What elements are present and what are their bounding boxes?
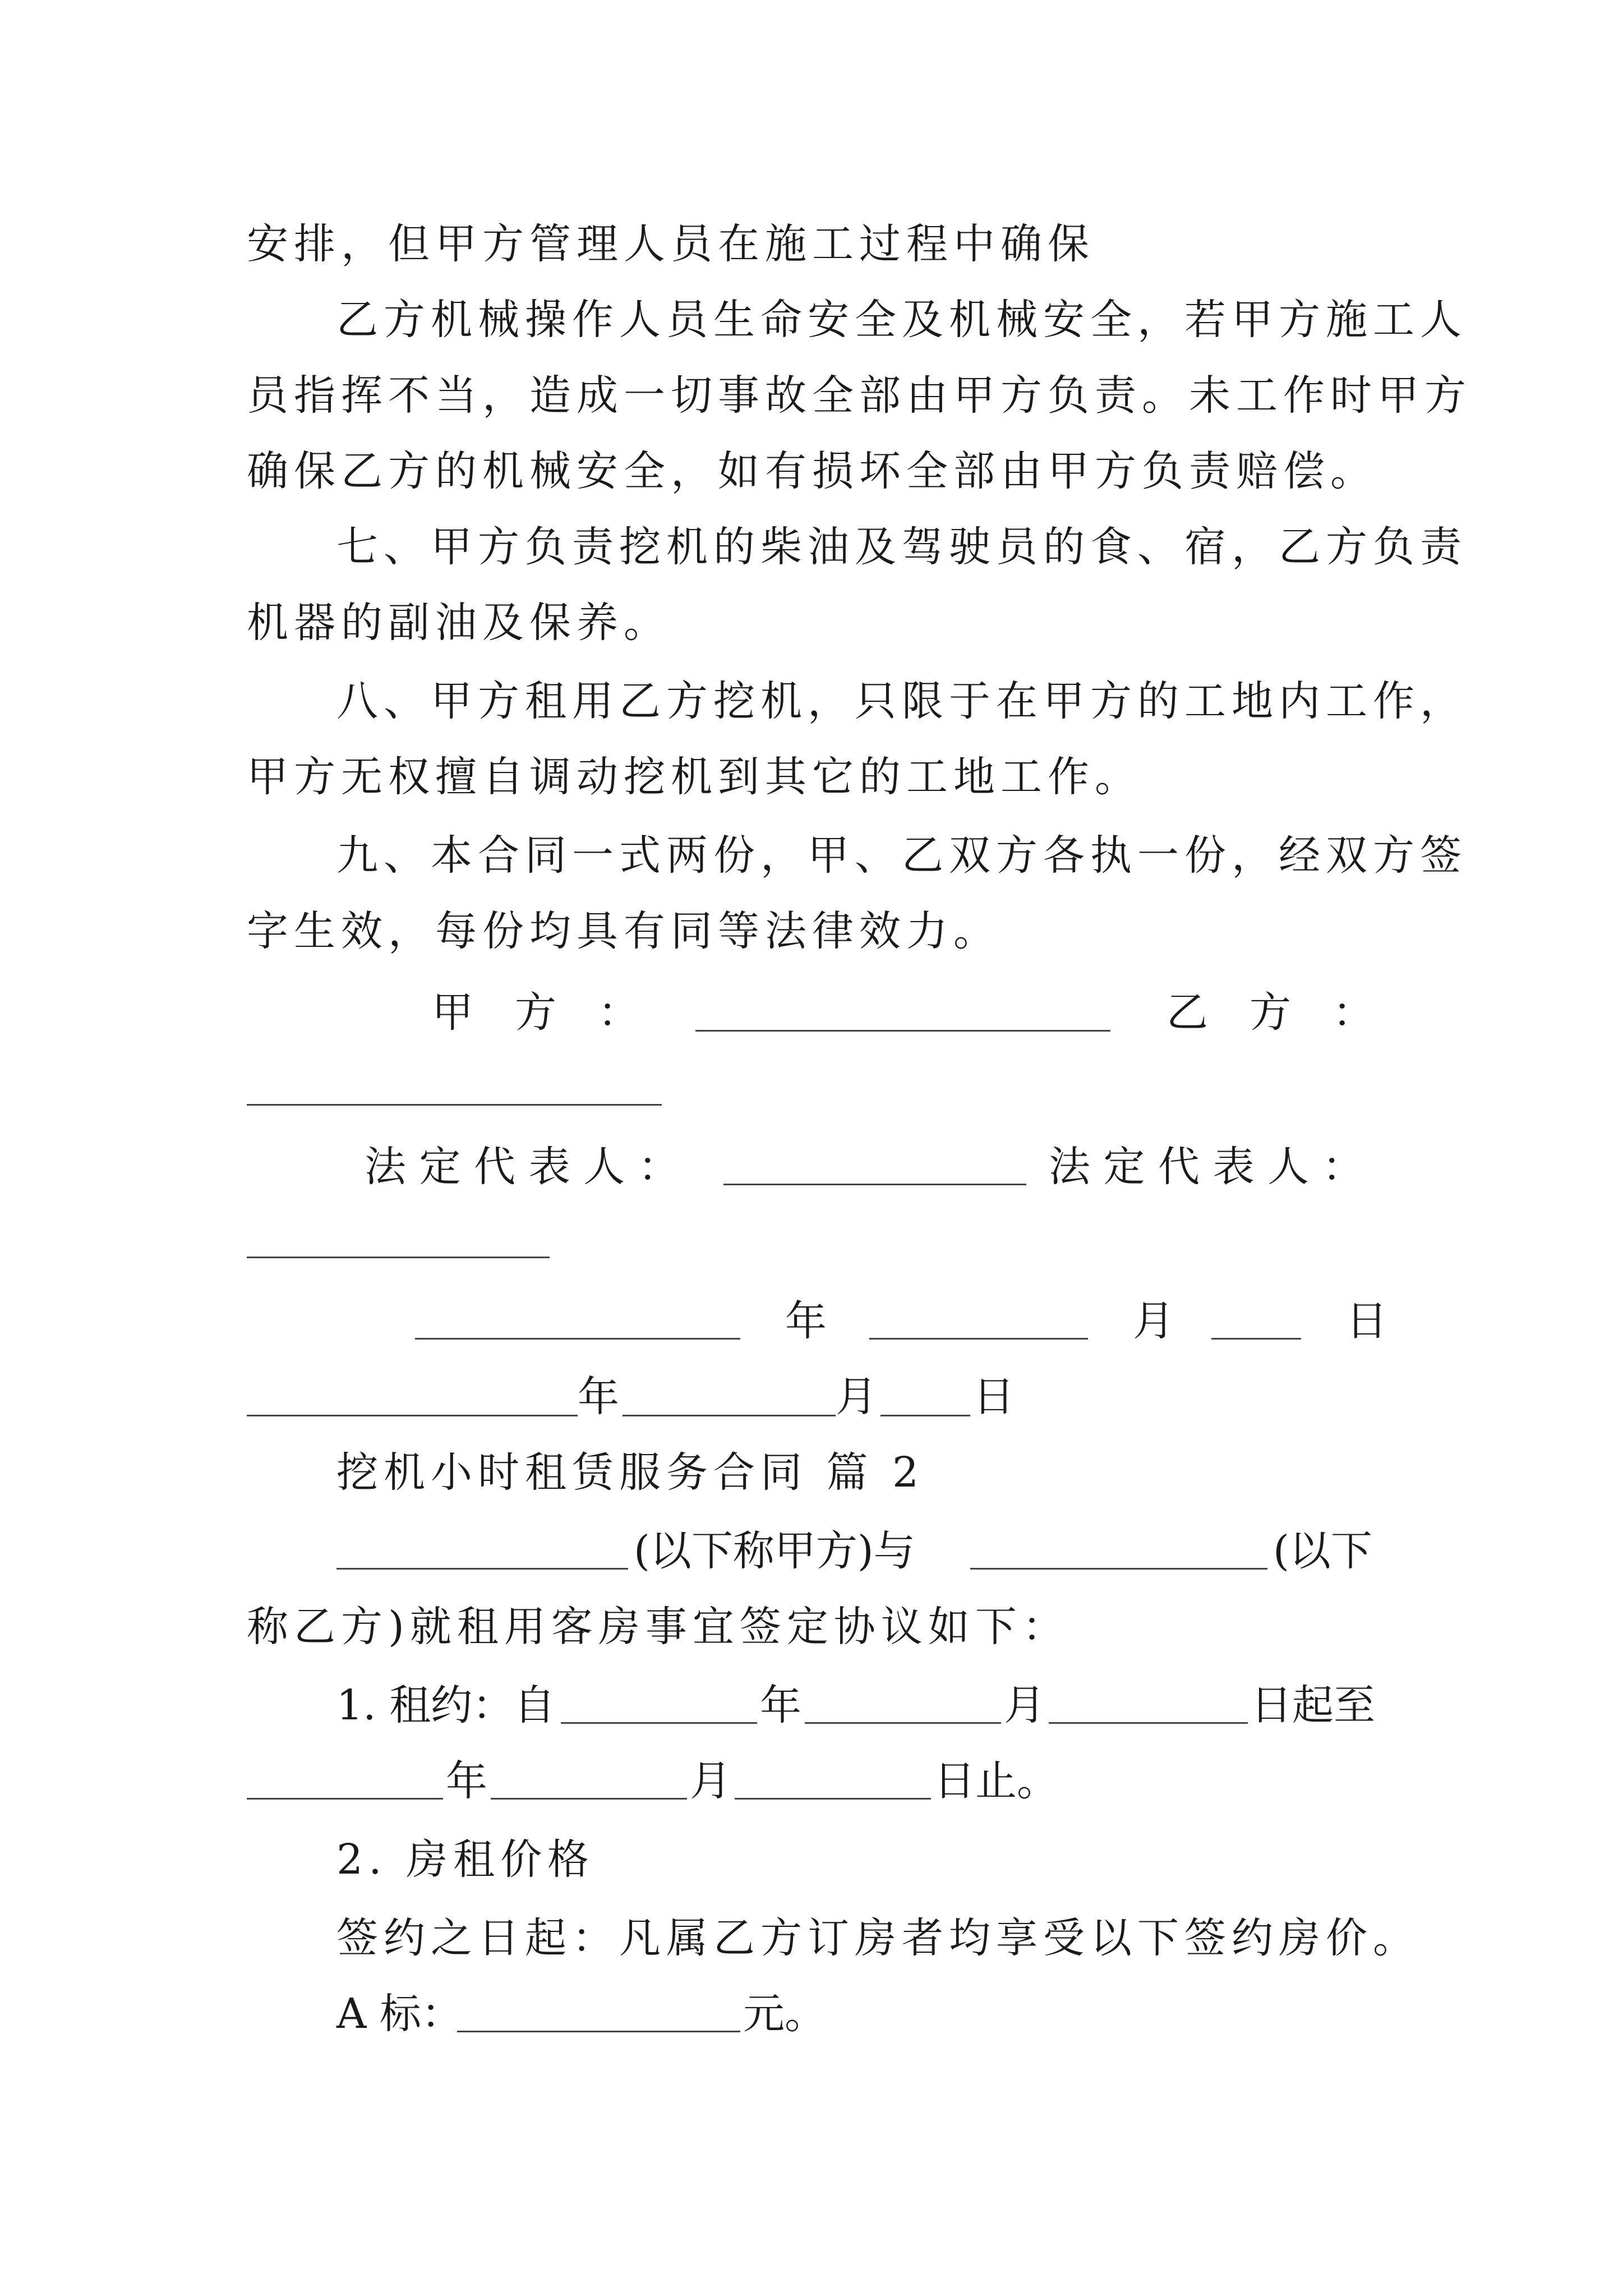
intro-continuation: 称乙方)就租用客房事宜签定协议如下： (247, 1603, 1069, 1651)
section-heading: 挖机小时租赁服务合同 篇 2 (336, 1448, 925, 1497)
paragraph-line: 九、本合同一式两份，甲、乙双方各执一份，经双方签 (336, 831, 1467, 880)
term-prefix: 1. 租约：自 (336, 1681, 556, 1729)
intro-party-a-text: (以下称甲方)与 (634, 1527, 915, 1575)
a-rate-unit: 元。 (743, 1990, 826, 2038)
term-month-label: 月 (1004, 1681, 1045, 1729)
party-b-signature-blank[interactable] (247, 1104, 662, 1106)
date-year-label: 年 (578, 1373, 619, 1421)
paragraph-line: 七、甲方负责挖机的柴油及驾驶员的食、宿，乙方负责 (336, 523, 1467, 571)
date-day-blank[interactable] (880, 1415, 970, 1416)
term-start-year-blank[interactable] (561, 1722, 757, 1724)
term-year-label: 年 (760, 1681, 801, 1729)
price-heading: 2. 房租价格 (336, 1835, 595, 1884)
intro-party-b-text: (以下 (1273, 1527, 1372, 1575)
rep-b-signature-blank[interactable] (247, 1257, 550, 1258)
date-month-label: 月 (836, 1373, 877, 1421)
rep-b-label: 法 定 代 表 人 ： (1049, 1143, 1364, 1191)
paragraph-line: 八、甲方租用乙方挖机，只限于在甲方的工地内工作， (336, 677, 1467, 725)
party-a-label: 甲 方 ： (432, 988, 639, 1037)
paragraph-line: 机器的副油及保养。 (247, 599, 671, 647)
term-start-month-blank[interactable] (805, 1722, 1001, 1724)
a-rate-blank[interactable] (457, 2031, 740, 2032)
term-row (0, 1677, 1623, 1733)
date-row-b (0, 1369, 1623, 1425)
representative-row (0, 1139, 1623, 1195)
term-start-day-blank[interactable] (1049, 1722, 1248, 1724)
date-month-label: 月 (1133, 1297, 1174, 1345)
party-signature-row (0, 984, 1623, 1041)
term-end-day-blank[interactable] (735, 1798, 931, 1800)
term-end-label: 日止。 (934, 1757, 1058, 1805)
date-year-blank[interactable] (247, 1415, 578, 1416)
date-year-blank[interactable] (415, 1338, 740, 1340)
date-day-blank[interactable] (1211, 1338, 1301, 1340)
a-rate-label: A 标： (336, 1990, 463, 2038)
date-year-label: 年 (785, 1297, 827, 1345)
paragraph-line: 乙方机械操作人员生命安全及机械安全，若甲方施工人 (336, 296, 1467, 344)
paragraph-line: 确保乙方的机械安全，如有损坏全部由甲方负责赔偿。 (247, 447, 1377, 495)
date-day-label: 日 (1346, 1297, 1387, 1345)
date-month-blank[interactable] (623, 1415, 836, 1416)
term-end-month-blank[interactable] (491, 1798, 687, 1800)
rep-a-signature-blank[interactable] (723, 1184, 1026, 1185)
rep-a-label: 法 定 代 表 人 ： (365, 1143, 680, 1191)
term-day-from-label: 日起至 (1251, 1681, 1375, 1729)
paragraph-line: 甲方无权擅自调动挖机到其它的工地工作。 (247, 753, 1142, 801)
paragraph-line: 字生效，每份均具有同等法律效力。 (247, 907, 1000, 955)
term-year2-label: 年 (446, 1757, 487, 1805)
intro-row (0, 1523, 1623, 1579)
a-rate-row (0, 1986, 1623, 2042)
term-end-year-blank[interactable] (247, 1798, 443, 1800)
date-row-a (0, 1293, 1623, 1349)
party-a-signature-blank[interactable] (695, 1030, 1110, 1032)
price-description: 签约之日起：凡属乙方订房者均享受以下签约房价。 (336, 1914, 1420, 1962)
party-b-name-blank[interactable] (970, 1568, 1267, 1570)
date-month-blank[interactable] (869, 1338, 1088, 1340)
paragraph-line: 员指挥不当，造成一切事故全部由甲方负责。未工作时甲方 (247, 371, 1472, 420)
term-row-end (0, 1753, 1623, 1809)
date-day-label: 日 (973, 1373, 1015, 1421)
party-b-label: 乙 方 ： (1166, 988, 1374, 1037)
party-a-name-blank[interactable] (336, 1568, 628, 1570)
paragraph-line: 安排，但甲方管理人员在施工过程中确保 (247, 220, 1095, 268)
term-month2-label: 月 (690, 1757, 731, 1805)
